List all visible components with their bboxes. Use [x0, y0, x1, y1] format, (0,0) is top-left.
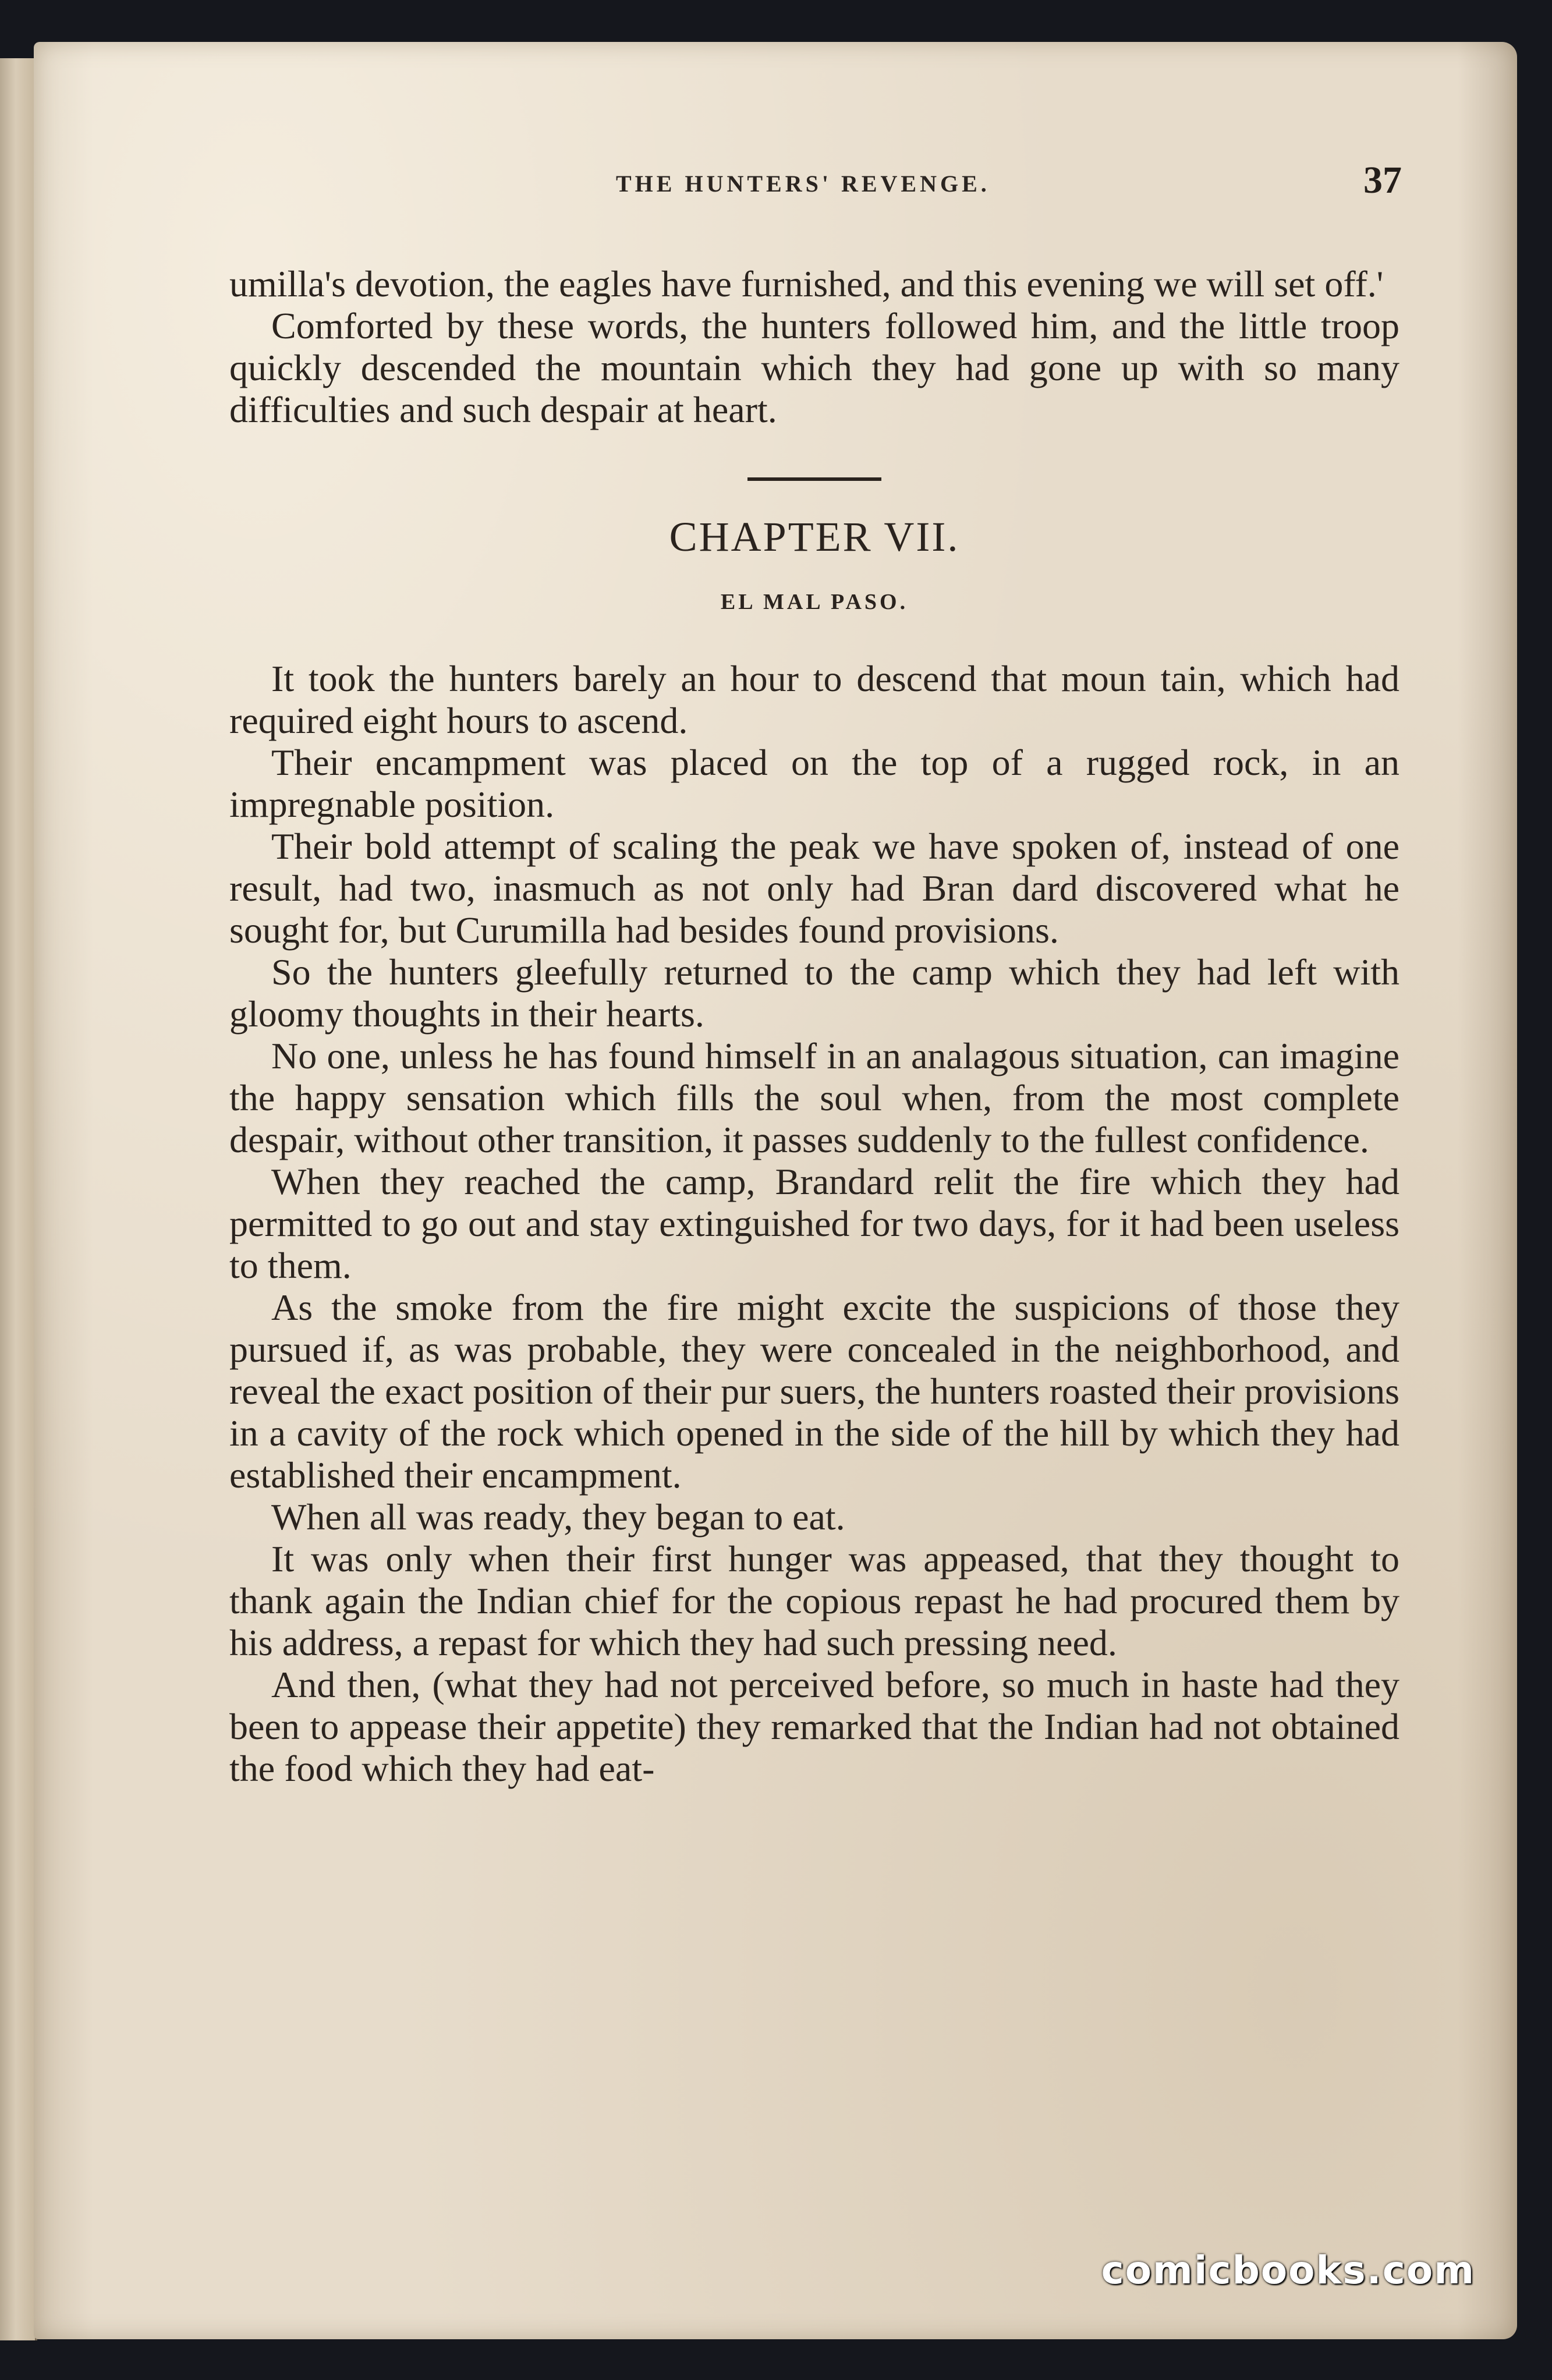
- paragraph: No one, unless he has found himself in an analagous situation, can imagine the happy sensation which fills the soul when, from the most complete despair, without other transition, it passes suddenly to the fullest confidence.: [229, 1035, 1399, 1160]
- paragraph: Their bold attempt of scaling the peak we have spoken of, instead of one result, had two, inasmuch as not only had Bran dard discovered what he sought for, but Curumilla had besides found provisions.: [229, 826, 1399, 951]
- left-page-edge: [0, 58, 37, 2340]
- paragraph: It was only when their first hunger was appeased, that they thought to thank again the Indian chief for the copious repast he had procured them by his address, a repast for which they had such pressing need.: [229, 1538, 1399, 1663]
- paragraph: When all was ready, they began to eat.: [271, 1496, 845, 1538]
- running-head: [232, 158, 1425, 205]
- paragraph: When they reached the camp, Brandard relit the fire which they had permitted to go out and stay extinguished for two days, for it had been useless to them.: [229, 1161, 1399, 1286]
- body-text: [229, 263, 1399, 1790]
- paragraph: Their encampment was placed on the top of a rugged rock, in an impregnable position.: [229, 742, 1399, 825]
- paragraph: umilla's devotion, the eagles have furnished, and this evening we will set off.': [229, 263, 1384, 304]
- chapter-subtitle: EL MAL PASO.: [720, 590, 909, 614]
- paragraph: Comforted by these words, the hunters followed him, and the little troop quickly descended the mountain which they had gone up with so many difficulties and such despair at heart.: [229, 305, 1399, 430]
- running-title: THE HUNTERS' REVENGE.: [616, 171, 990, 197]
- paragraph: So the hunters gleefully returned to the camp which they had left with gloomy thoughts in their hearts.: [229, 951, 1399, 1035]
- paragraph: As the smoke from the fire might excite the suspicions of those they pursued if, as was probable, they were concealed in the neighborhood, and reveal the exact position of their pur suers, the hunters roasted their provisions in a cavity of the rock which opened in the side of the hill by which they had established their encampment.: [229, 1287, 1399, 1496]
- page-number: 37: [1363, 159, 1402, 201]
- paragraph: It took the hunters barely an hour to descend that moun tain, which had required eight hours to ascend.: [229, 658, 1399, 741]
- book-page: [34, 42, 1517, 2339]
- chapter-title: CHAPTER VII.: [669, 513, 960, 560]
- paragraph: And then, (what they had not perceived before, so much in haste had they been to appease their appetite) they remarked that the Indian had not obtained the food which they had eat-: [229, 1664, 1399, 1789]
- watermark: comicbooks.com: [1101, 2248, 1475, 2293]
- section-divider: [747, 477, 881, 481]
